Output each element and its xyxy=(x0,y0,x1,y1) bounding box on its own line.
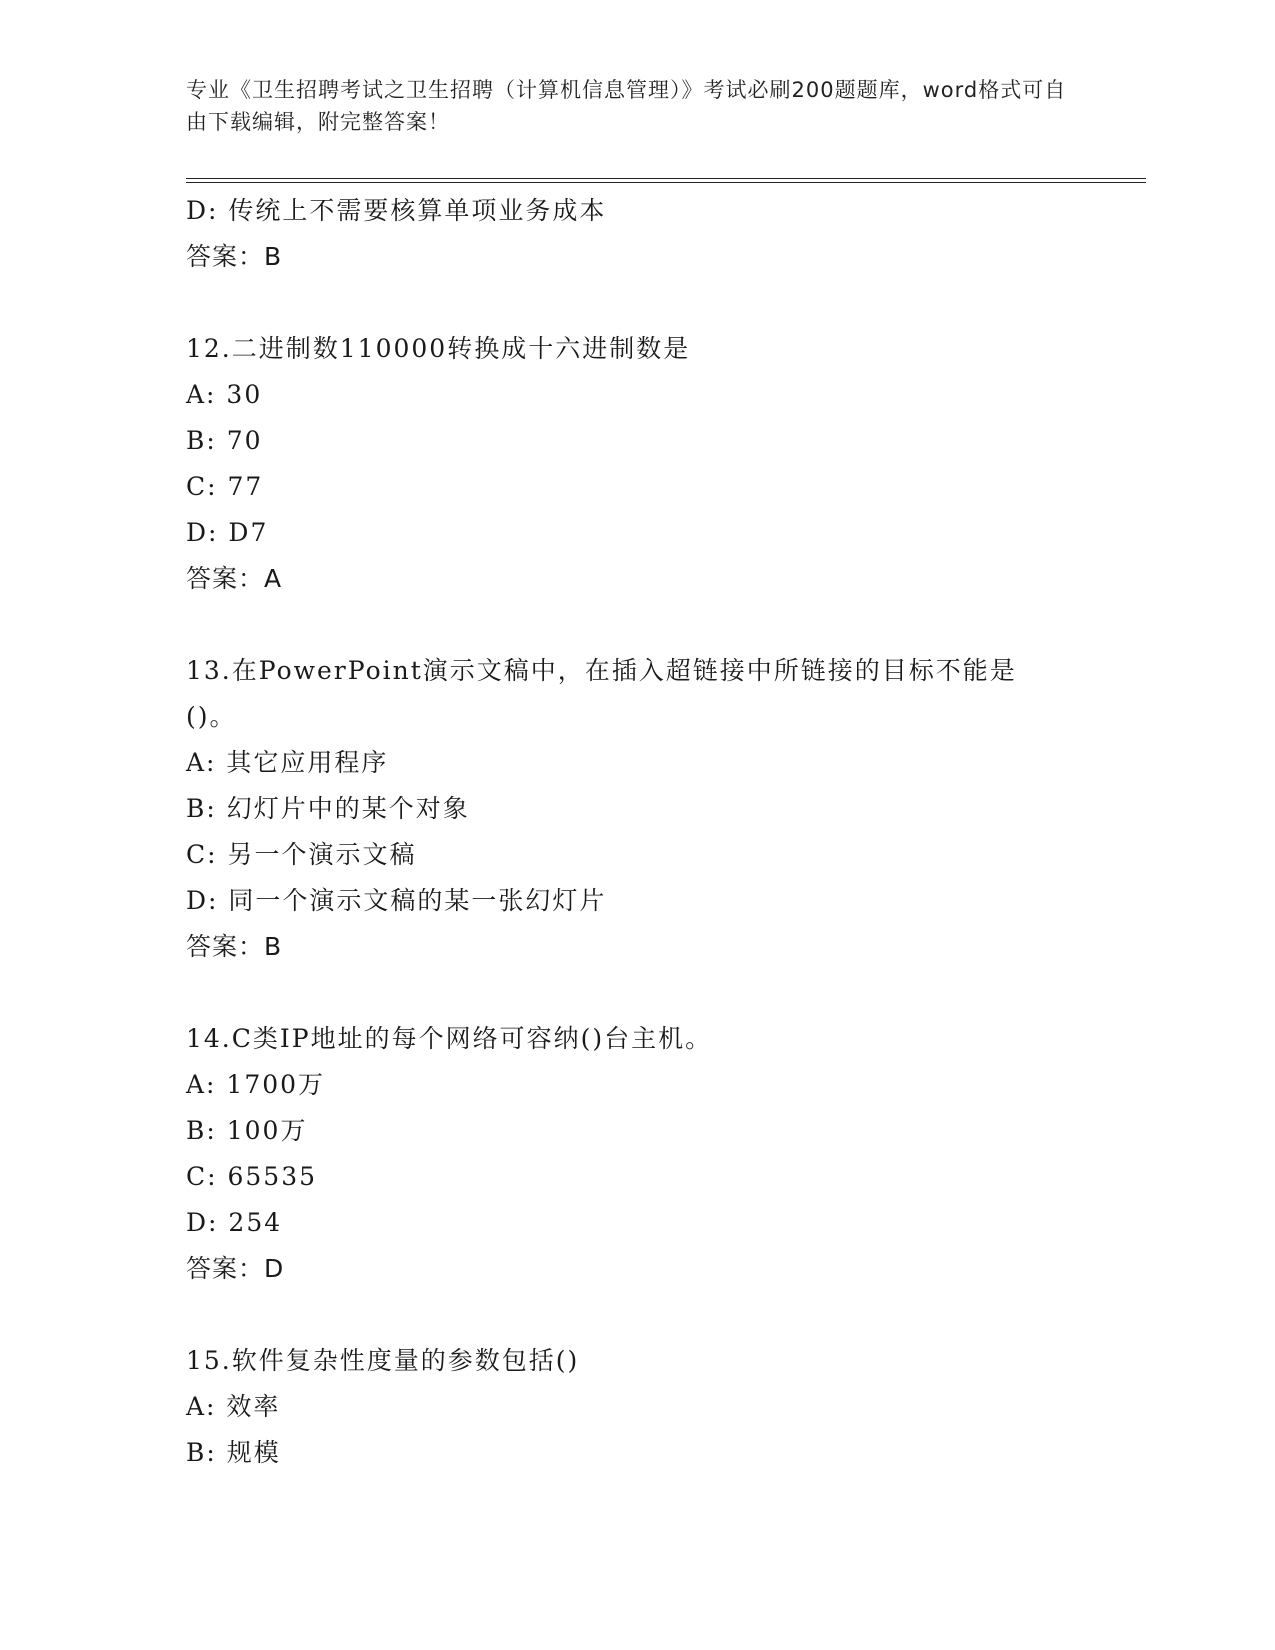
question-text: 12.二进制数110000转换成十六进制数是 xyxy=(186,334,691,363)
option-d: D: 传统上不需要核算单项业务成本 xyxy=(186,196,607,225)
option-a: A: 1700万 xyxy=(186,1070,326,1099)
option-a: A: 效率 xyxy=(186,1392,281,1421)
question-block-13 xyxy=(186,648,1146,970)
question-list xyxy=(186,188,1146,1476)
question-text: 15.软件复杂性度量的参数包括() xyxy=(186,1346,580,1375)
answer-line: 答案：B xyxy=(186,242,283,271)
option-c: C: 另一个演示文稿 xyxy=(186,840,417,869)
option-a: A: 其它应用程序 xyxy=(186,748,389,777)
question-block-prev xyxy=(186,188,1146,280)
option-c: C: 65535 xyxy=(186,1162,318,1191)
question-text: 14.C类IP地址的每个网络可容纳()台主机。 xyxy=(186,1024,713,1053)
option-a: A: 30 xyxy=(186,380,263,409)
option-d: D: 254 xyxy=(186,1208,283,1237)
question-block-12 xyxy=(186,326,1146,602)
option-c: C: 77 xyxy=(186,472,264,501)
option-d: D: 同一个演示文稿的某一张幻灯片 xyxy=(186,886,607,915)
question-block-15 xyxy=(186,1338,1146,1476)
header-divider xyxy=(186,178,1146,183)
option-d: D: D7 xyxy=(186,518,269,547)
answer-line: 答案：B xyxy=(186,932,283,961)
option-b: B: 幻灯片中的某个对象 xyxy=(186,794,470,823)
option-b: B: 70 xyxy=(186,426,263,455)
option-b: B: 规模 xyxy=(186,1438,281,1467)
question-block-14 xyxy=(186,1016,1146,1292)
answer-line: 答案：A xyxy=(186,564,283,593)
question-text: 13.在PowerPoint演示文稿中，在插入超链接中所链接的目标不能是()。 xyxy=(186,656,1017,731)
answer-line: 答案：D xyxy=(186,1254,285,1283)
document-header: 专业《卫生招聘考试之卫生招聘（计算机信息管理）》考试必刷200题题库，word格式可自由下载编辑，附完整答案！ xyxy=(186,78,1067,134)
option-b: B: 100万 xyxy=(186,1116,308,1145)
